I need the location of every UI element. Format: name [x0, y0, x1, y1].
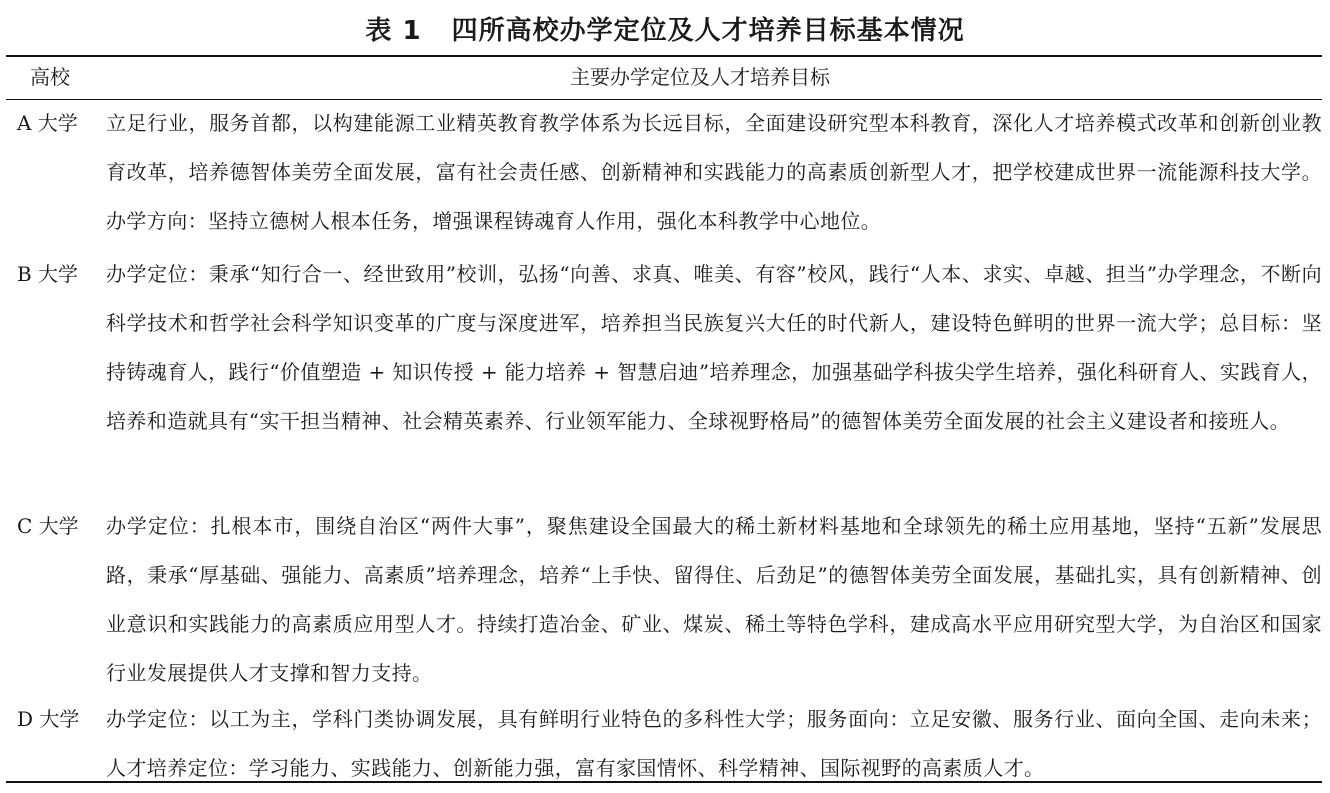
- school-name: D 大学: [17, 707, 80, 731]
- school-goals: 立足行业，服务首都，以构建能源工业精英教育教学体系为长远目标，全面建设研究型本科教育，深化人才培养模式改革和创新创业教育改革，培养德智体美劳全面发展，富有社会责任感、创新精神和实践能力的高素质创新型人才，把学校建成世界一流能源科技大学。办学方向：坚持立德树人根本任务，增强课程铸魂育人作用，强化本科教学中心地位。: [106, 111, 1322, 233]
- column-header-school: 高校: [30, 65, 70, 89]
- school-name: B 大学: [17, 262, 79, 286]
- school-goals: 办学定位：扎根本市，围绕自治区“两件大事”，聚焦建设全国最大的稀土新材料基地和全球领先的稀土应用基地，坚持“五新”发展思路，秉承“厚基础、强能力、高素质”培养理念，培养“上手快、留得住、后劲足”的德智体美劳全面发展，基础扎实，具有创新精神、创业意识和实践能力的高素质应用型人才。持续打造冶金、矿业、煤炭、稀土等特色学科，建成高水平应用研究型大学，为自治区和国家行业发展提供人才支撑和智力支持。: [106, 514, 1322, 685]
- table-caption: [0, 14, 1330, 48]
- column-header-goals: 主要办学定位及人才培养目标: [570, 65, 830, 89]
- table-top-rule: [6, 55, 1322, 57]
- table-title: 四所高校办学定位及人才培养目标基本情况: [451, 16, 965, 46]
- school-goals: 办学定位：以工为主，学科门类协调发展，具有鲜明行业特色的多科性大学；服务面向：立足安徽、服务行业、面向全国、走向未来；人才培养定位：学习能力、实践能力、创新能力强，富有家国情怀、科学精神、国际视野的高素质人才。: [106, 707, 1322, 780]
- school-name: C 大学: [17, 514, 79, 538]
- school-goals: 办学定位：秉承“知行合一、经世致用”校训，弘扬“向善、求真、唯美、有容”校风，践行“人本、求实、卓越、担当”办学理念，不断向科学技术和哲学社会科学知识变革的广度与深度进军，培养担当民族复兴大任的时代新人，建设特色鲜明的世界一流大学；总目标：坚持铸魂育人，践行“价值塑造 + 知识传授 + 能力培养 + 智慧启迪”培养理念，加强基础学科拔尖学生培养，强化科研育人、实践育人，培养和造就具有“实干担当精神、社会精英素养、行业领军能力、全球视野格局”的德智体美劳全面发展的社会主义建设者和接班人。: [106, 262, 1322, 433]
- school-name: A 大学: [17, 111, 78, 135]
- table-number: 表 1: [365, 16, 422, 46]
- table-bottom-rule: [6, 781, 1322, 783]
